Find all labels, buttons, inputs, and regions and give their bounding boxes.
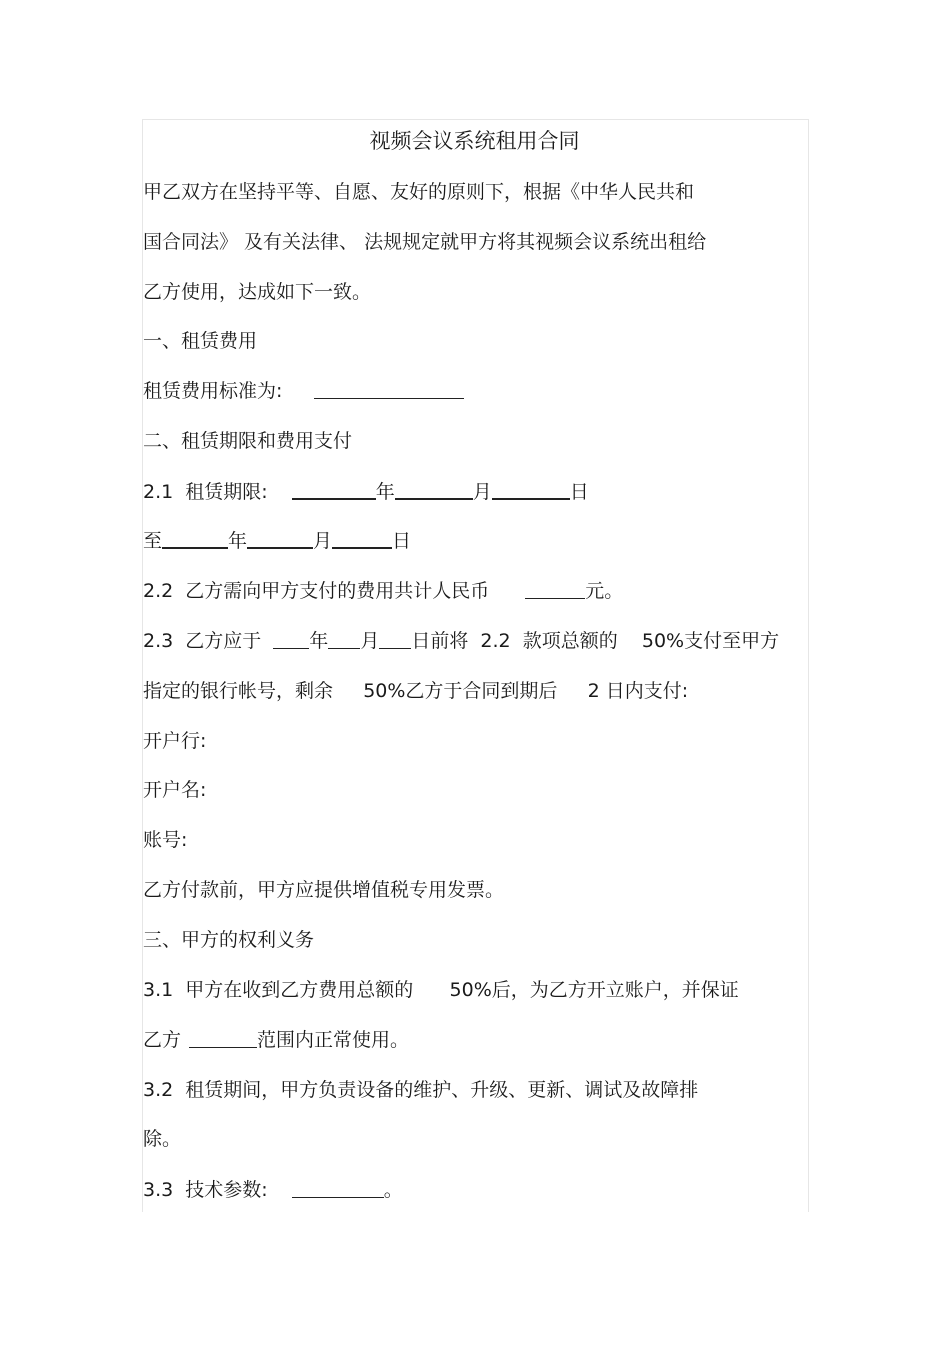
clause-3-3-text: 3.3 技术参数: — [143, 1179, 268, 1201]
pay-year-blank[interactable] — [273, 626, 309, 649]
invoice-line: 乙方付款前，甲方应提供增值税专用发票。 — [143, 879, 505, 901]
total-amount-blank[interactable] — [525, 576, 585, 599]
clause-2-2 — [143, 576, 623, 606]
month-unit: 月 — [313, 530, 333, 552]
to-label: 至 — [143, 530, 163, 552]
document-title: 视频会议系统租用合同 — [369, 129, 580, 153]
section-3-heading: 三、甲方的权利义务 — [143, 929, 315, 951]
tech-params-blank[interactable] — [292, 1175, 384, 1198]
fee-line — [143, 376, 464, 406]
end-year-blank[interactable] — [162, 525, 228, 549]
fee-label: 租赁费用标准为: — [143, 380, 283, 402]
year-unit: 年 — [309, 630, 329, 652]
end-month-blank[interactable] — [247, 525, 313, 549]
month-unit: 月 — [360, 630, 380, 652]
fee-blank[interactable] — [314, 376, 464, 399]
clause-3-1-line-2 — [143, 1025, 409, 1055]
start-year-blank[interactable] — [292, 476, 376, 500]
clause-2-3-text-b: 日前将 2.2 款项总额的 50%支付至甲方 — [411, 630, 780, 652]
clause-3-2-line-1: 3.2 租赁期间，甲方负责设备的维护、升级、更新、调试及故障排 — [143, 1079, 699, 1101]
start-day-blank[interactable] — [492, 476, 570, 500]
intro-line-3: 乙方使用，达成如下一致。 — [143, 281, 372, 303]
year-unit: 年 — [375, 481, 395, 503]
lease-term-label: 2.1 租赁期限: — [143, 481, 268, 503]
bank-label: 开户行: — [143, 730, 207, 752]
yuan-unit: 元。 — [585, 580, 624, 602]
account-number-label: 账号: — [143, 829, 188, 851]
clause-3-1-text-c: 范围内正常使用。 — [257, 1029, 410, 1051]
clause-3-3 — [143, 1175, 403, 1205]
month-unit: 月 — [472, 481, 492, 503]
start-month-blank[interactable] — [395, 476, 473, 500]
intro-line-1: 甲乙双方在坚持平等、自愿、友好的原则下，根据《中华人民共和 — [143, 181, 695, 203]
intro-line-2: 国合同法》 及有关法律、 法规规定就甲方将其视频会议系统出租给 — [143, 231, 707, 253]
lease-end-line — [143, 525, 411, 556]
clause-3-1-text-b: 乙方 — [143, 1029, 182, 1051]
end-day-blank[interactable] — [332, 525, 392, 549]
clause-2-3-text: 2.3 乙方应于 — [143, 630, 262, 652]
section-1-heading: 一、租赁费用 — [143, 330, 258, 352]
period-mark: 。 — [383, 1179, 403, 1201]
clause-2-3-line-1 — [143, 626, 779, 656]
account-name-label: 开户名: — [143, 779, 207, 801]
clause-2-2-text: 2.2 乙方需向甲方支付的费用共计人民币 — [143, 580, 490, 602]
day-unit: 日 — [392, 530, 412, 552]
clause-2-3-line-2: 指定的银行帐号，剩余 50%乙方于合同到期后 2 日内支付: — [143, 680, 689, 702]
pay-day-blank[interactable] — [379, 626, 411, 649]
lease-start-line — [143, 476, 589, 507]
section-2-heading: 二、租赁期限和费用支付 — [143, 430, 353, 452]
day-unit: 日 — [569, 481, 589, 503]
clause-3-2-line-2: 除。 — [143, 1128, 182, 1150]
usage-scope-blank[interactable] — [189, 1025, 257, 1048]
clause-3-1-line-1: 3.1 甲方在收到乙方费用总额的 50%后，为乙方开立账户，并保证 — [143, 979, 739, 1001]
pay-month-blank[interactable] — [328, 626, 360, 649]
year-unit: 年 — [228, 530, 248, 552]
